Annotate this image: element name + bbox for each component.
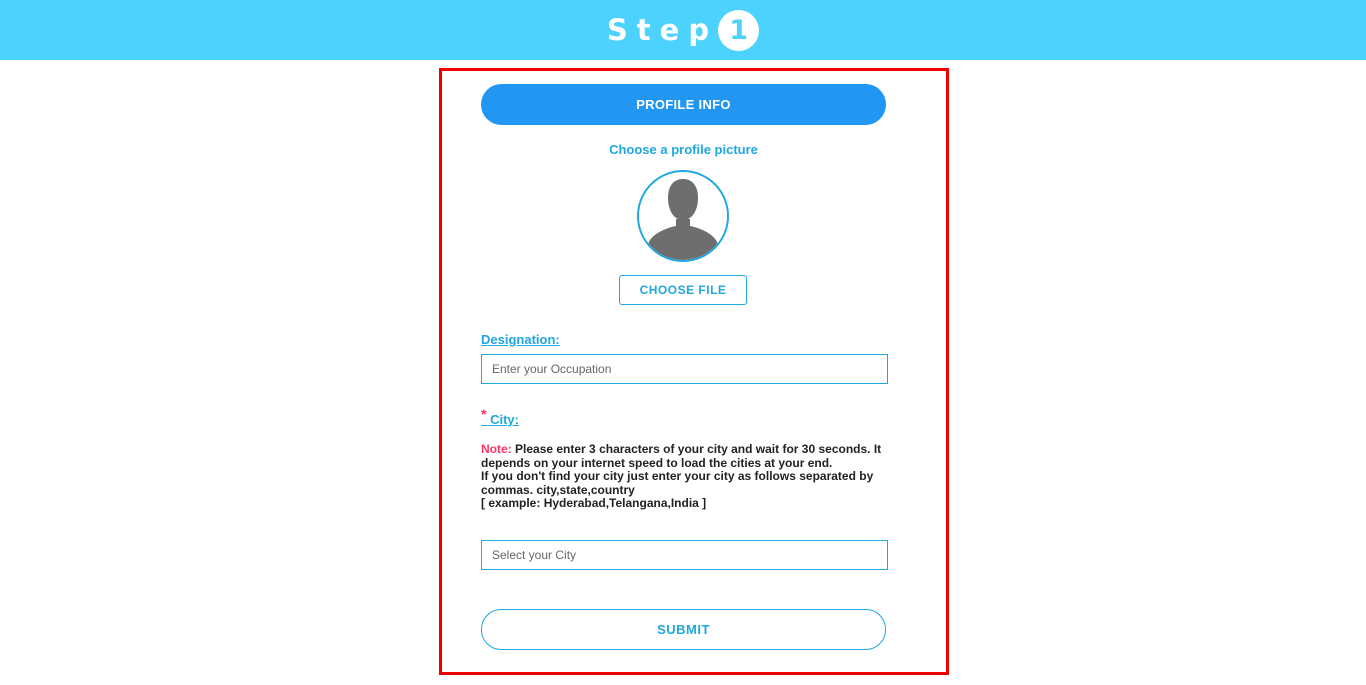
note-line-1: Please enter 3 characters of your city and wait for 30 seconds. It depends on your internet speed to load the cities at your end. [481, 442, 882, 470]
submit-button[interactable]: SUBMIT [481, 609, 886, 650]
step-heading [0, 0, 1366, 60]
city-label: City: [490, 412, 519, 427]
profile-info-button[interactable]: PROFILE INFO [481, 84, 886, 125]
choose-picture-label: Choose a profile picture [609, 142, 758, 157]
step-title-text: Step [606, 13, 719, 47]
city-label-row [481, 406, 519, 427]
note-line-3: [ example: Hyderabad,Telangana,India ] [481, 496, 707, 510]
step-number-badge: 1 [718, 10, 759, 51]
city-input[interactable] [481, 540, 888, 570]
note-key: Note: [481, 442, 512, 456]
user-silhouette-icon [639, 172, 727, 260]
note-line-2: If you don't find your city just enter your city as follows separated by commas. city,state,country [481, 469, 874, 497]
city-note [481, 443, 886, 511]
avatar-placeholder[interactable] [637, 170, 729, 262]
choose-file-button[interactable]: CHOOSE FILE [619, 275, 747, 305]
designation-label: Designation: [481, 332, 560, 347]
required-asterisk: * [481, 406, 487, 422]
designation-input[interactable] [481, 354, 888, 384]
